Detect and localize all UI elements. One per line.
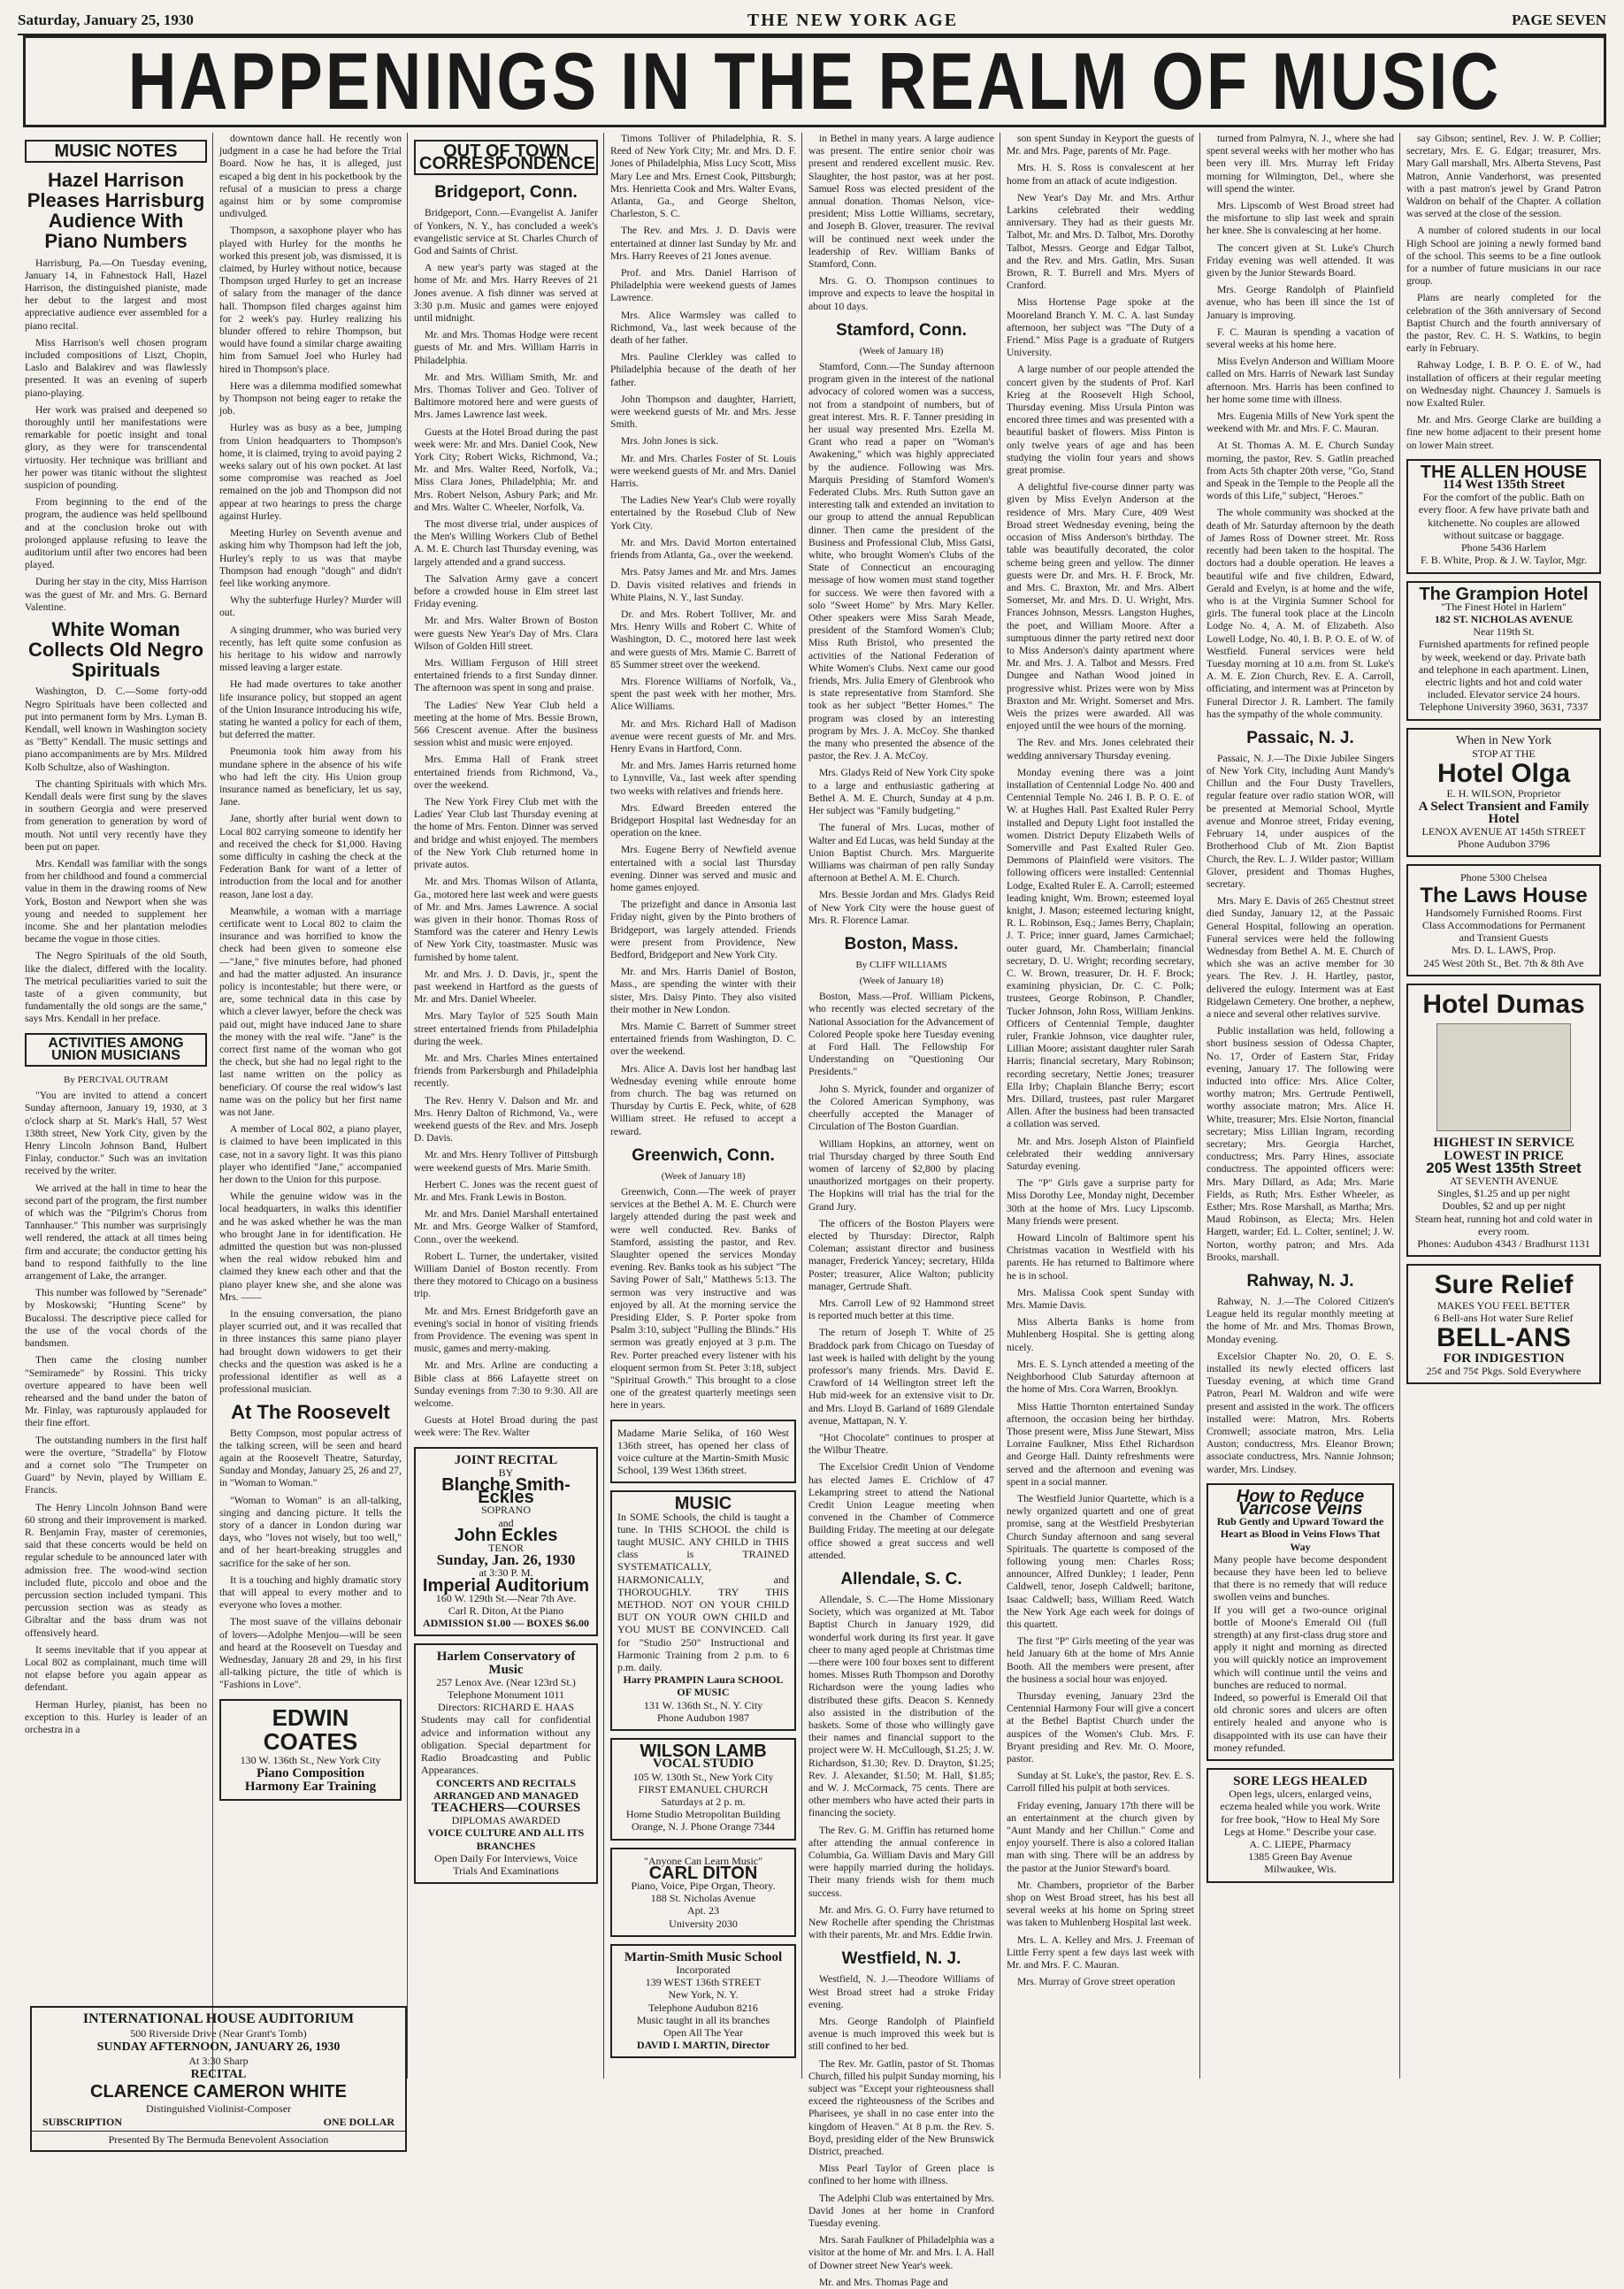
article-paragraph: son spent Sunday in Keyport the guests of Mr. and Mrs. Page, parents of Mr. Page. (1007, 133, 1194, 157)
masthead (18, 7, 1606, 35)
article-paragraph: Jane, shortly after burial went down to Local 802 carrying someone to identify her and received the check for $1,000. Having some difficulty in cashing the check at the Federation Bank for want of a letter of introduction from the local and for another reason, Jane lost a day. (219, 813, 402, 900)
article-paragraph: Mr. and Mrs. Harris Daniel of Boston, Mass., are spending the winter with their sister, Mrs. Daisy Pinto. They also visited their mother in New London. (610, 966, 796, 1015)
article-paragraph: He had made overtures to take another life insurance policy, but stopped an agent of the Union Insurance introducing his wife, stating he wanted a policy for each of them, but deferred the matter. (219, 678, 402, 741)
article-paragraph: Mrs. Bessie Jordan and Mrs. Gladys Reid of New York City were the house guest of Mrs. R. Florence Lamar. (808, 889, 994, 926)
correspondence-header: OUT OF TOWN CORRESPONDENCE (414, 140, 598, 175)
page-banner (23, 35, 1606, 127)
article-paragraph: Mr. and Mrs. Arline are conducting a Bible class at 866 Lafayette street on Sunday evenings from 7:30 to 9:30. All are welcome. (414, 1359, 598, 1410)
article-paragraph: Mr. and Mrs. Thomas Hodge were recent guests of Mr. and Mrs. William Harris in Philadelphia. (414, 329, 598, 366)
article-paragraph: John S. Myrick, founder and organizer of the Colored American Symphony, was cheerfully accepted the Manager of Circulation of The Boston Guardian. (808, 1083, 994, 1133)
article-paragraph: downtown dance hall. He recently won judgment in a case he had before the Trial Board. Now he has, it is alleged, just escaped a big dent in his pocketbook by the refusal of a musician to press a charge against him or by some compromise undivulged. (219, 133, 402, 220)
city-heading: Passaic, N. J. (1246, 728, 1354, 747)
article-paragraph: Mrs. Edward Breeden entered the Bridgeport Hospital last Wednesday for an operation on the knee. (610, 801, 796, 839)
article-paragraph: A new year's party was staged at the home of Mr. and Mrs. Harry Reeves of 21 Jones avenue. A fish dinner was served at 3:30 p.m. Music and games were enjoyed until midnight. (414, 262, 598, 324)
article-paragraph: Mrs. Mary E. Davis of 265 Chestnut street died Sunday, January 12, at the Passaic General Hospital, following an operation. Funeral services were held the following Wednesday from Bethel A. M. E. Church of which she was an active member for 30 years. The Rev. J. H. Hartley, pastor, delivered the eulogy. Interment was at East Ridgelawn Cemetery. One brother, a nephew, a niece and several other relatives survive. (1207, 895, 1394, 1020)
music-school-ad: MUSIC In SOME Schools, the child is taught a tune. In THIS SCHOOL the child is taught MUSIC. ANY CHILD in THIS class is TRAINED SYSTEMATICALLY, HARMONICALLY, and THOROUGHLY. TRY THIS METHOD. NOT ON YOUR CHILD BUT ON YOUR OWN CHILD and YOU MUST BE CONVINCED. Call for "Studio 250" Instructional and Harmonic Training from 2 p.m. to 6 p.m. daily. Harry PRAMPIN Laura SCHOOL OF MUSIC 131 W. 136th St., N. Y. City Phone Audubon 1987 (610, 1490, 796, 1731)
article-paragraph: Miss Alberta Banks is home from Muhlenberg Hospital. She is getting along nicely. (1007, 1316, 1194, 1353)
article-paragraph: Herbert C. Jones was the recent guest of Mr. and Mrs. Frank Lewis in Boston. (414, 1178, 598, 1203)
dateline: (Week of January 18) (661, 1170, 746, 1182)
article-paragraph: The concert given at St. Luke's Church Friday evening was well attended. It was given by the Junior Stewards Board. (1207, 241, 1394, 279)
article-paragraph: Mrs. Murray of Grove street operation (1017, 1976, 1176, 1988)
article-paragraph: Mr. and Mrs. Walter Brown of Boston were guests New Year's Day of Mrs. Clara Wilson of Golden Hill street. (414, 615, 598, 652)
article-paragraph: It seems inevitable that if you appear at Local 802 as complainant, much time will not elapse before you again appear as defendant. (25, 1643, 207, 1694)
article-headline: Hazel Harrison Pleases Harrisburg Audience With Piano Numbers (27, 169, 205, 253)
column-rule (212, 133, 213, 2078)
column-3 (414, 133, 598, 2078)
article-paragraph: Mrs. Carroll Lew of 92 Hammond street is reported much better at this time. (808, 1297, 994, 1322)
column-4 (610, 133, 796, 2078)
article-paragraph: Why the subterfuge Hurley? Murder will out. (219, 594, 402, 619)
article-paragraph: From beginning to the end of the program, the audience was held spellbound and at the conclusion broke out with prolonged applause refusing to leave the auditorium until after two encores had been played. (25, 496, 207, 571)
article-paragraph: Mr. and Mrs. Joseph Alston of Plainfield celebrated their wedding anniversary Saturday evening. (1007, 1135, 1194, 1173)
union-musicians-header: ACTIVITIES AMONG UNION MUSICIANS (25, 1033, 207, 1067)
article-paragraph: New Year's Day Mr. and Mrs. Arthur Larkins celebrated their wedding anniversary. They had as their guests Mr. Talbot, Mr. and Mrs. D. Talbot, Mrs. Dorothy Talbot, Messrs. George and Edgar Talbot, and the Rev. and Mrs. Gatlin, Mrs. Susan Brown, R. T. Burrell and Mrs. Myers of Cranford. (1007, 191, 1194, 292)
article-headline: White Woman Collects Old Negro Spirituals (27, 618, 204, 682)
article-paragraph: Hurley was as busy as a bee, jumping from Union headquarters to Thompson's home, it is claimed, trying to avoid paying 2 weeks salary out of his own pocket. At last some compromise was reached as Joel remained on the job and Thompson did not appear at two hearings to press the charge against Hurley. (219, 422, 402, 522)
bell-ans-ad: Sure Relief MAKES YOU FEEL BETTER 6 Bell-ans Hot water Sure Relief BELL-ANS FOR INDIGESTION 25¢ and 75¢ Pkgs. Sold Everywhere (1406, 1264, 1601, 1384)
article-paragraph: Mr. and Mrs. Ernest Bridgeforth gave an evening's social in honor of visiting friends from Providence. The evening was spent in music, games and merry-making. (414, 1305, 598, 1355)
column-6 (1007, 133, 1194, 2078)
article-paragraph: Timons Tolliver of Philadelphia, R. S. Reed of New York City; Mr. and Mrs. D. F. Jones of Philadelphia, Miss Lucy Scott, Miss Mary Lee and Mrs. Ernest Cook, Pittsburgh; Mrs. Henrietta Cook and Mrs. Walter Evans, Atlanta, Ga., and George Shelton, Charleston, S. C. (610, 133, 796, 220)
column-rule (801, 133, 802, 2078)
article-paragraph: The whole community was shocked at the death of Mr. Saturday afternoon by the death of James Ross of Downer street. Mr. Ross recently had been taken to the hospital. The doctors had a double operation. He leaves a beautiful wife and five children, Edward, Gerald and Evelyn, is at home and the wife, who is at the Virginia Sumner School for girls. The funeral took place at the Lincoln Lodge No. 4, A. M. of Elizabeth. Also Lowell Lodge, No. 40, I. B. P. O. E. of W. of Westfield. Funeral services were held Tuesday morning at 10 a.m. from St. Luke's A. M. E. Zion Church, Rev. E. A. Carroll, officiating, and interment was at Princeton by Funeral Director J. R. Lambert. The family has the sympathy of the whole community. (1207, 507, 1394, 720)
varicose-veins-ad: How to Reduce Varicose Veins Rub Gently and Upward Toward the Heart as Blood in Veins Flows That Way Many people have become despondent because they have been led to believe that there is no remedy that will reduce swollen veins and bunches. If you will get a two-ounce original bottle of Moone's Emerald Oil (full strength) at any first-class drug store and apply it night and morning as directed you will quickly notice an improvement which will continue until the veins and bunches are reduced to normal. Indeed, so powerful is Emerald Oil that old chronic sores and ulcers are often entirely healed and anyone who is disappointed with its use can have their money refunded. (1207, 1483, 1394, 1761)
article-paragraph: The Ladies' New Year Club held a meeting at the home of Mrs. Bessie Brown, 566 Crescent avenue. After the business session whist and music were enjoyed. (414, 699, 598, 749)
article-paragraph: Monday evening there was a joint installation of Centennial Lodge No. 400 and Centennial Temple No. 246 I. B. P. O. E. of W. at Hughes Hall. Past Exalted Ruler Perry installed and Deputy Light foot installed the women. District Deputy Elizabeth Wells of Somerville and Past Exalted Ruler Geo. Demmons of Plainfield were visitors. The following officers were installed: Centennial Lodge, Exalted Ruler E. A. Carroll; esteemed leading knight, Wm. Brown; esteemed loyal knight, J. Mason; esteemed lecturing knight, R. L. Robinson, Esq.; James Berry, Chaplain; J. T. Price; inner guard, James Carmichael; outer guard, Mr. Chamberlain; financial secretary, D. U. Wright; recording secretary, C. W. Brown, treasurer, Dr. H. F. Brock; examining physician, Dr. C. C. Polk; trustees, George Robinson, P. Chandler, Tucker Johnson, John Ross, William Jenkins. Officers of Centennial Temple, daughter ruler, Frankie Johnson, vice daughter ruler, Lillian Moore; assistant daughter ruler Sarah Harris; financial secretary, Mary Robinson; recording secretary, Nettie Jones; treasurer Ella Irby; Chaplain Blanche Berry; escort Mrs. Dillard, trustees, past ruler Margaret Allen. After the business had been transacted a collation was served. (1007, 766, 1194, 1130)
article-paragraph: The Rev. G. M. Griffin has returned home after attending the annual conference in Columbia, Ga. William Davis and Mary Gill were happily married during the holidays. Their many friends wish for them much success. (808, 1824, 994, 1899)
page-number: PAGE SEVEN (1512, 11, 1606, 28)
article-paragraph: Guests at Hotel Broad during the past week were: The Rev. Walter (414, 1414, 598, 1439)
article-paragraph: in Bethel in many years. A large audience was present. The entire senior choir was present and rendered excellent music. Rev. Slaughter, the host pastor, was at her post. Samuel Ross was elected president of the annual donation. Thomas Nelson, vice-president; Miss Lottie Williams, secretary, and Joseph B. Glover, treasurer. The revival will be continued next week under the leadership of Rev. William Banks of Stamford, Conn. (808, 133, 994, 271)
article-paragraph: Mr. and Mrs. Charles Foster of St. Louis were weekend guests of Mr. and Mrs. Daniel Harris. (610, 452, 796, 490)
article-paragraph: Mrs. Lipscomb of West Broad street had the misfortune to slip last week and sprain her knee. She is convalescing at her home. (1207, 200, 1394, 237)
article-paragraph: Mrs. John Jones is sick. (621, 435, 719, 448)
column-1 (25, 133, 207, 1999)
article-paragraph: The "P" Girls gave a surprise party for Miss Dorothy Lee, Monday night, December 30th at the home of Mrs. Lucy Lipscomb. Many friends were present. (1007, 1177, 1194, 1227)
article-headline: At The Roosevelt (231, 1400, 390, 1423)
article-paragraph: A large number of our people attended the concert given by the students of Prof. Karl Krieg at the Roosevelt High School, Thursday evening. Miss Ursula Pinton was encored three times and was presented with a beautiful basket of flowers. Miss Pinton is only twelve years of age and has been studying the violin four years and shows great promise. (1007, 364, 1194, 477)
article-paragraph: The Ladies New Year's Club were royally entertained by the Rosebud Club of New York City. (610, 494, 796, 532)
article-paragraph: Mrs. Eugene Berry of Newfield avenue entertained with a social last Thursday evening. Dinner was served and music and home games enjoyed. (610, 844, 796, 893)
article-paragraph: It is a touching and highly dramatic story that will appeal to every mother and to everyone who loves a mother. (219, 1573, 402, 1611)
article-paragraph: Public installation was held, following a short business session of Odessa Chapter, No. 17, Order of Eastern Star, Friday evening, January 17. The following were inducted into office: Mrs. Alice Colter, worthy matron; Mrs. Gertrude Pentiwell, worthy associate matron; Mrs. Alice H. White, treasurer; Mrs. Elsie Norton, financial secretary; Miss Lillian Ingram, recording secretary; Mrs. Georgia Harchet, conductress; Mrs. Parry Hines, associate conductress. The appointed officers were: Mrs. Mary Dillard, as Ada; Mrs. Marie Fields, as Ruth; Mrs. Esther Wheeler, as Esther; Mrs. Rose Marshall, as Martha; Mrs. Maud Robinson, as Electa; Mrs. Helen Hargett, warder; Ed. L. Colter, sentinel; J. W. Norton, worthy patron; and Mrs. Ada Brooks, marshall. (1207, 1025, 1394, 1263)
article-paragraph: Then came the closing number "Semiramede" by Rossini. This tricky overture appeared to have been well rehearsed and the band under the baton of Mr. Finlay, was rapturously applauded for their fine effort. (25, 1354, 207, 1429)
article-paragraph: Miss Pearl Taylor of Green place is confined to her home with illness. (808, 2163, 994, 2187)
article-paragraph: Mr. and Mrs. Thomas Page and (819, 2276, 948, 2288)
city-heading: Allendale, S. C. (840, 1570, 962, 1589)
article-paragraph: At St. Thomas A. M. E. Church Sunday morning, the pastor, Rev. S. Gatlin preached from Acts 5th chapter 20th verse, "Go, Stand and Speak in the Temple to the People all the words of this Life," subject, "Heroes." (1207, 440, 1394, 502)
article-paragraph: turned from Palmyra, N. J., where she had spent several weeks with her mother who has been very ill. Mrs. Murray left Friday morning for Wilmington, Del., where she will spend the winter. (1207, 133, 1394, 195)
article-paragraph: Dr. and Mrs. Robert Tolliver, Mr. and Mrs. Henry Wills and Robert C. White of Washington, D. C., motored here last week and were guests of Mrs. Mamie C. Barrett of 85 Summer street over the weekend. (610, 608, 796, 670)
article-paragraph: Mrs. Emma Hall of Frank street entertained friends from Richmond, Va., over the weekend. (414, 754, 598, 791)
clarence-cameron-white-ad: INTERNATIONAL HOUSE AUDITORIUM 500 Riverside Drive (Near Grant's Tomb) SUNDAY AFTERNOON, JANUARY 26, 1930 At 3:30 Sharp RECITAL CLARENCE CAMERON WHITE Distinguished Violinist-Composer SUBSCRIPTION ONE DOLLAR Presented By The Bermuda Benevolent Association (30, 2006, 407, 2152)
article-paragraph: Greenwich, Conn.—The week of prayer services at the Bethel A. M. E. Church were largely attended during the past week and were well conducted. Rev. Banks of Stamford, assisting the pastor, and Rev. Slaughter opened the services Monday evening. Rev. Banks took as his subject "The Saving Power of Salt," Matthews 5:13. The sermon was very instructive and was enjoyed by all. At the morning service the Presiding Elder, S. P. Porter spoke from Psalm 3:10, subject "Pulling the Blinds." His sermon was greatly enjoyed at 3 p.m. The Rev. Porter preached every listener with his eloquent sermon from St. Peter 3:18, subject "Spiritual Growth." This brought to a close one of the greatest quarterly meetings seen here in years. (610, 1185, 796, 1412)
article-paragraph: During her stay in the city, Miss Harrison was the guest of Mr. and Mrs. G. Bernard Valentine. (25, 576, 207, 613)
sore-legs-ad: SORE LEGS HEALED Open legs, ulcers, enlarged veins, eczema healed while you work. Write for free book, "How to Heal My Sore Legs at Home." Describe your case. A. C. LIEPE, Pharmacy 1385 Green Bay Avenue Milwaukee, Wis. (1207, 1768, 1394, 1883)
city-heading: Greenwich, Conn. (632, 1145, 775, 1165)
article-paragraph: Meeting Hurley on Seventh avenue and asking him why Thompson had left the job, Hurley's reply to us was that maybe Thompson had enough "dough" and didn't feel like working anymore. (219, 527, 402, 589)
hotel-dumas-ad: Hotel Dumas HIGHEST IN SERVICE LOWEST IN PRICE 205 West 135th Street AT SEVENTH AVENUE Singles, $1.25 and up per night Doubles, $2 and up per night Steam heat, running hot and cold water in every room. Phones: Audubon 4343 / Bradhurst 1131 (1406, 984, 1601, 1257)
column-2 (219, 133, 402, 1999)
article-paragraph: Boston, Mass.—Prof. William Pickens, who recently was elected secretary of the National Association for the Advancement of Colored People spoke here Tuesday evening at Ford Hall. The Fellowship For Understanding on "Questioning Our Presidents." (808, 991, 994, 1078)
article-paragraph: say Gibson; sentinel, Rev. J. W. P. Collier; secretary, Mrs. E. G. Edgar; treasurer, Mrs. Mary Gall marshall, Mrs. Alberta Stevens, Past Matron, Annie Vanderhorst, was presented with a past matron's jewel by Grand Patron Waldron on behalf of the Chapter. A collation was served at the close of the session. (1406, 133, 1601, 220)
article-paragraph: Washington, D. C.—Some forty-odd Negro Spirituals have been collected and put into permanent form by Mrs. Lyman B. Kendall, well known in Washington society as "Betty" Kendall. The music settings and piano accompaniments are by Mrs. Mildred Kolb Schultze, also of Washington. (25, 685, 207, 773)
article-paragraph: Sunday at St. Luke's, the pastor, Rev. E. S. Carroll filled his pulpit at both services. (1007, 1770, 1194, 1795)
article-paragraph: Mr. and Mrs. J. D. Davis, jr., spent the past weekend in Hartford as the guests of Mr. and Mrs. Daniel Wheeler. (414, 968, 598, 1006)
article-paragraph: "Hot Chocolate" continues to prosper at the Wilbur Theatre. (808, 1431, 994, 1457)
article-paragraph: This number was followed by "Serenade" by Moskowski; "Hunting Scene" by Bucalossi. The descriptive piece called for the use of the vocal chords of the bandsmen. (25, 1287, 207, 1350)
column-8 (1406, 133, 1601, 2078)
article-paragraph: F. C. Mauran is spending a vacation of several weeks at his home here. (1207, 325, 1394, 351)
column-rule (407, 133, 408, 2078)
article-paragraph: Her work was praised and deepened so thoroughly until her manifestations were remarkable for poetic insight and tonal glory, as they were for transcendental virtuosity. Her technique was brilliant and her power was titanic without the slightest suspicion of pounding. (25, 403, 207, 492)
hotel-building-image (1436, 1023, 1571, 1131)
wilson-lamb-ad: WILSON LAMB VOCAL STUDIO 105 W. 130th St., New York City FIRST EMANUEL CHURCH Saturdays at 2 p. m. Home Studio Metropolitan Building Orange, N. J. Phone Orange 7344 (610, 1738, 796, 1840)
article-paragraph: Bridgeport, Conn.—Evangelist A. Janifer of Yonkers, N. Y., has concluded a week's evangelistic service at St. Charles Church of God and Saints of Christ. (414, 207, 598, 256)
article-paragraph: The Excelsior Credit Union of Vendome has elected James E. Crichlow of 47 Lekampring street to attend the National Credit Union League meeting when convened in the Chamber of Commerce Building Friday. The meeting at our delegate office showed a great success and well attended. (808, 1461, 994, 1561)
carl-diton-ad: "Anyone Can Learn Music" CARL DITON Piano, Voice, Pipe Organ, Theory. 188 St. Nicholas Avenue Apt. 23 University 2030 (610, 1848, 796, 1937)
issue-date: Saturday, January 25, 1930 (18, 11, 194, 28)
article-paragraph: The outstanding numbers in the first half were the overture, "Stradella" by Flotow and a cornet solo "The Trumpeter on Guard" by Nevin, played by William E. Francis. (25, 1434, 207, 1497)
article-paragraph: Mr. and Mrs. Henry Tolliver of Pittsburgh were weekend guests of Mrs. Marie Smith. (414, 1149, 598, 1174)
article-paragraph: Mrs. Alice A. Davis lost her handbag last Wednesday evening while enroute home from church. The bag was returned on Thursday by Curtis E. Peck, white, of 628 William street. He refused to accept a reward. (610, 1062, 796, 1137)
article-paragraph: Mr. Chambers, proprietor of the Barber shop on West Broad street, has his best all several weeks at his home on Spring street was taken to Muhlenberg Hospital last week. (1007, 1879, 1194, 1929)
article-paragraph: Mrs. E. S. Lynch attended a meeting of the Neighborhood Club Saturday afternoon at the home of Mrs. Cora Warren, Brooklyn. (1007, 1358, 1194, 1396)
article-paragraph: A member of Local 802, a piano player, is claimed to have been implicated in this case, not in a savory light. It was this piano player who identified "Jane," accompanied her down to the Union for this purpose. (219, 1123, 402, 1186)
article-paragraph: Mrs. G. O. Thompson continues to improve and expects to leave the hospital in about 10 days. (808, 275, 994, 312)
article-paragraph: The Negro Spirituals of the old South, like the dialect, differed with the locality. The metrical peculiarities varied to suit the taste of a given community, but fundamentally the old songs are the same," says Mrs. Kendall in her preface. (25, 950, 207, 1025)
article-paragraph: Mrs. L. A. Kelley and Mrs. J. Freeman of Little Ferry spent a few days last week with Mr. and Mrs. F. C. Mauran. (1007, 1933, 1194, 1971)
article-paragraph: Betty Compson, most popular actress of the talking screen, will be seen and heard again at the Roosevelt Theatre, Saturday, Sunday and Monday, January 25, 26 and 27, in "Woman to Woman." (219, 1427, 402, 1489)
article-paragraph: The Rev. Mr. Gatlin, pastor of St. Thomas Church, filled his pulpit Sunday morning, his subject was "Except your righteousness shall exceed the righteousness of the Scribes and Pharisees, ye shall in no case enter into the kingdom of Heaven." At 8 p.m. the Rev. S. Boyd, presiding elder of the New Brunswick District, preached. (808, 2057, 994, 2157)
article-paragraph: Guests at the Hotel Broad during the past week were: Mr. and Mrs. Daniel Cook, New York City; Robert Wicks, Richmond, Va.; Mr. and Mrs. Walter Reed, Norfolk, Va.; Miss Clara Jones, Philadelphia; Mr. and Mrs. Robert Nelson, Asbury Park; and Mr. and Mrs. Walter C. Wheeler, Norfolk, Va. (414, 425, 598, 513)
article-paragraph: Mr. and Mrs. Richard Hall of Madison avenue were recent guests of Mr. and Mrs. Henry Evans in Hartford, Conn. (610, 717, 796, 754)
article-paragraph: The return of Joseph T. White of 25 Braddock park from Chicago on Tuesday of last week is hailed with delight by the young professor's many friends. Mrs. David E. Crawford of 14 Wellington street left the Hub mid-week for an extensive visit to Dr. and Mrs. Lloyd B. Garland of 1689 Glendale avenue, Mattapan, N. Y. (808, 1327, 994, 1427)
article-paragraph: The Salvation Army gave a concert before a crowded house in Elm street last Friday evening. (414, 572, 598, 610)
byline: By CLIFF WILLIAMS (855, 959, 947, 970)
article-paragraph: Mr. and Mrs. William Smith, Mr. and Mrs. Thomas Toliver and Geo. Toliver of Baltimore motored here and were guests of Mrs. James Lawrence last week. (414, 371, 598, 421)
article-paragraph: "You are invited to attend a concert Sunday afternoon, January 19, 1930, at 3 o'clock sharp at St. Mark's Hall, 57 West 138th street, New York City, given by the Henry Lincoln Johnson Band, Hulbert Finlay, conductor." Such was an invitation received by the writer. (25, 1090, 207, 1177)
city-heading: Stamford, Conn. (836, 320, 967, 340)
article-paragraph: The prizefight and dance in Ansonia last Friday night, given by the Pinto brothers of Bridgeport, was largely attended. Friends were present from Providence, New Bedford, Bridgeport and New York City. (610, 899, 796, 961)
martin-smith-ad: Martin-Smith Music School Incorporated 139 WEST 136th STREET New York, N. Y. Telephone Audubon 8216 Music taught in all its branches Open All The Year DAVID I. MARTIN, Director (610, 1944, 796, 2059)
city-heading: Bridgeport, Conn. (434, 183, 578, 203)
city-heading: Westfield, N. J. (841, 1949, 961, 1969)
city-heading: Boston, Mass. (844, 934, 959, 953)
article-paragraph: Mrs. H. S. Ross is convalescent at her home from an attack of acute indigestion. (1007, 162, 1194, 187)
article-paragraph: "Woman to Woman" is an all-talking, singing and dancing picture. It tells the story of a dancer in London during war days, who "loves not wisely, but too well," and of her heart-breaking struggles and sacrifice for the sake of her son. (219, 1494, 402, 1569)
article-paragraph: The funeral of Mrs. Lucas, mother of Walter and Ed Lucas, was held Sunday at the Union Baptist Church. Mrs. Marguerite Williams was chairman of pen rally Sunday afternoon at Bethel A. M. E. Church. (808, 822, 994, 884)
article-paragraph: Excelsior Chapter No. 20, O. E. S. installed its newly elected officers last Tuesday evening, at which time Grand Patron, Pearl M. Waldron and wife were present and assisted in the work. The officers installed were: Matron, Mrs. Roberts Cromwell; associate matron, Mrs. Lelia Auston; conductress, Mrs. Eleanor Brown; associate conductress, Mrs. Nannie Johnson; warder, Mrs. Lindsey. (1207, 1350, 1394, 1475)
edwin-coates-ad: EDWIN COATES 130 W. 136th St., New York City Piano Composition Harmony Ear Training (219, 1699, 402, 1802)
article-paragraph: Mrs. Mamie C. Barrett of Summer street entertained friends from Washington, D. C. over the weekend. (610, 1021, 796, 1058)
joint-recital-ad: JOINT RECITAL BY Blanche Smith-Eckles SOPRANO and John Eckles TENOR Sunday, Jan. 26, 1930 at 3:30 P. M. Imperial Auditorium 160 W. 129th St.—Near 7th Ave. Carl R. Diton, At the Piano ADMISSION $1.00 — BOXES $6.00 (414, 1447, 598, 1637)
hotel-olga-ad: When in New York STOP AT THE Hotel Olga E. H. WILSON, Proprietor A Select Transient and Family Hotel LENOX AVENUE AT 145th STREET Phone Audubon 3796 (1406, 728, 1601, 858)
column-rule (1399, 133, 1400, 2078)
article-paragraph: Howard Lincoln of Baltimore spent his Christmas vacation in Westfield with his parents. He has returned to Baltimore where he is in school. (1007, 1232, 1194, 1282)
article-paragraph: Here was a dilemma modified somewhat by Thompson not being eager to retake the job. (219, 379, 402, 417)
column-7 (1207, 133, 1394, 2078)
article-paragraph: William Hopkins, an attorney, went on trial Thursday charged by three South End women of larceny of $2,800 by placing unauthorized mortgages on their property. The Hopkins will trial has the trial for the Grand Jury. (808, 1137, 994, 1213)
article-paragraph: Herman Hurley, pianist, has been no exception to this. Hurley is leader of an orchestra in a (25, 1698, 207, 1735)
dateline: (Week of January 18) (859, 976, 944, 987)
article-paragraph: The Rev. and Mrs. Jones celebrated their wedding anniversary Thursday evening. (1007, 737, 1194, 762)
article-paragraph: A delightful five-course dinner party was given by Miss Evelyn Anderson at the residence of Mrs. Mary Cure, 409 West Broad street Wednesday evening, being the occasion of Miss Anderson's birthday. The table was beautifully decorated, the color scheme being green and yellow. The dinner guests were Dr. and Mrs. H. F. Brock, Mr. and Mrs. C. Braxton, Mr. and Mrs. Albert Somerset, Mr. and Mrs. D. U. Wright, Mrs. Frances Johnson, Messrs. Langston Hughes, the poet, and William Moore. After a sumptuous dinner the party retired next door to Miss Anderson's dainty apartment where Mr. and Mrs. J. A. Talbot and Messrs. Fred Dungee and Nathan Wood joined in progressive whist. Prizes were won by Miss Braxton and Mr. Wright. Somerset and Mrs. Weis the prizes were awarded. All was enjoyed until the wee hours of the morning. (1007, 481, 1194, 732)
article-paragraph: Rahway Lodge, I. B. P. O. E. of W., had installation of officers at their regular meeting on Wednesday night. Chauncey J. Samuels is now Exalted Ruler. (1406, 359, 1601, 410)
byline: By PERCIVAL OUTRAM (64, 1075, 168, 1086)
article-paragraph: Miss Hortense Page spoke at the Mooreland Branch Y. M. C. A. last Sunday afternoon, her subject was "The Duty of a Friend." Miss Page is a graduate of Rutgers University. (1007, 296, 1194, 359)
article-paragraph: Mrs. Malissa Cook spent Sunday with Mrs. Mamie Davis. (1007, 1286, 1194, 1312)
article-paragraph: The New York Firey Club met with the Ladies' Year Club last Thursday evening at the home of Mrs. Fenton. Dinner was served and bridge and whist enjoyed. The members of the New York Club returned home in private autos. (414, 796, 598, 871)
article-paragraph: Mr. and Mrs. George Clarke are building a fine new home adjacent to their present home on lower Main street. (1406, 414, 1601, 451)
article-paragraph: Mr. and Mrs. Charles Mines entertained friends from Parkersburgh and Philadelphia recently. (414, 1052, 598, 1090)
laws-house-ad: Phone 5300 Chelsea The Laws House Handsomely Furnished Rooms. First Class Accommodations for Permanent and Transient Guests Mrs. D. L. LAWS, Prop. 245 West 20th St., Bet. 7th & 8th Ave (1406, 864, 1601, 976)
harlem-conservatory-ad: Harlem Conservatory of Music 257 Lenox Ave. (Near 123rd St.) Telephone Monument 1011 Directors: RICHARD E. HAAS Students may call for confidential advice and information without any obligation. Special department for Radio Broadcasting and Public Appearances. CONCERTS AND RECITALS ARRANGED AND MANAGED TEACHERS—COURSES DIPLOMAS AWARDED VOICE CULTURE AND ALL ITS BRANCHES Open Daily For Interviews, Voice Trials And Examinations (414, 1643, 598, 1884)
article-paragraph: Friday evening, January 17th there will be an entertainment at the church given by "Aunt Mandy and her Chillun." Come and enjoy yourself. There is also a colored Italian man with sing. There will be an address by the pastor at the Junior Steward's board. (1007, 1799, 1194, 1874)
article-paragraph: Mrs. George Randolph of Plainfield avenue is much improved this week but is still confined to her bed. (808, 2015, 994, 2053)
article-paragraph: The first "P" Girls meeting of the year was held January 6th at the home of Mrs Annie Booth. All the members were present, after the business a social hour was enjoyed. (1007, 1635, 1194, 1685)
article-paragraph: A number of colored students in our local High School are joining a newly formed band of the school. This seems to be a fine outlook for a number of future musicians in our race group. (1406, 225, 1601, 287)
article-paragraph: Meanwhile, a woman with a marriage certificate went to Local 802 to claim the insurance and was horrified to know the check had been given to someone else—"Jane," five minutes before, had phoned and had the matter adjusted. An insurance policy is incontestable; but there were, or are, some technical data in this case by which a clever lawyer, before the check was paid out, might have induced Jane to share the money with the real wife. "Jane" is the correct first name of the woman who got the check, but she had no legal right to the last name written on the policy as beneficiary. Of course the real widow's last name was on the policy but her first name was not Jane. (219, 905, 402, 1119)
paper-name: THE NEW YORK AGE (747, 10, 959, 30)
grampion-hotel-ad: The Grampion Hotel "The Finest Hotel in Harlem" 182 ST. NICHOLAS AVENUE Near 119th St. Furnished apartments for refined people by week, weekend or day. Private bath and telephone in each apartment. Linen, electric lights and hot and cold water included. Elevator service 24 hours. Telephone University 3960, 3631, 7337 (1406, 581, 1601, 721)
column-rule (1199, 133, 1200, 2078)
dateline: (Week of January 18) (859, 345, 944, 356)
music-notes-header: MUSIC NOTES (25, 140, 207, 163)
article-paragraph: Mrs. Mary Taylor of 525 South Main street entertained friends from Philadelphia during the week. (414, 1010, 598, 1047)
column-5 (808, 133, 994, 2288)
article-paragraph: The Rev. Henry V. Dalson and Mr. and Mrs. Henry Dalton of Richmond, Va., were weekend guests of the Rev. and Mrs. Joseph D. Davis. (414, 1094, 598, 1144)
article-paragraph: The Adelphi Club was entertained by Mrs. David Jones at her home in Cranford Tuesday evening. (808, 2192, 994, 2230)
article-paragraph: Mrs. Sarah Faulkner of Philadelphia was a visitor at the home of Mr. and Mrs. I. A. Hall of Downer street New Year's week. (808, 2234, 994, 2271)
article-paragraph: The most diverse trial, under auspices of the Men's Willing Workers Club of Bethel A. M. E. Church last Thursday evening, was largely attended and a grand success. (414, 518, 598, 568)
article-paragraph: Robert L. Turner, the undertaker, visited William Daniel of Boston recently. From there they motored to Chicago on a business trip. (414, 1250, 598, 1300)
article-paragraph: Prof. and Mrs. Daniel Harrison of Philadelphia were weekend guests of James Lawrence. (610, 267, 796, 304)
article-paragraph: Mr. and Mrs. James Harris returned home to Lynnville, Va., last week after spending two weeks with relatives and friends here. (610, 760, 796, 797)
article-paragraph: Mrs. Gladys Reid of New York City spoke to a large and enthusiastic gathering at Bethel A. M. E. Church, Sunday at 4 p.m. Her subject was "Family budgeting." (808, 767, 994, 817)
article-paragraph: John Thompson and daughter, Harriett, were weekend guests of Mr. and Mrs. Jesse Smith. (610, 393, 796, 431)
article-paragraph: Mrs. Kendall was familiar with the songs from her childhood and found a commercial value in them in the drawing rooms of New York, Boston and Newport when she was young and needed to supplement her income. She and her plantation melodies became the vogue in those cities. (25, 857, 207, 945)
article-paragraph: Mr. and Mrs. G. O. Furry have returned to New Rochelle after spending the Christmas with their parents, Mr. and Mrs. Eddie Irwin. (808, 1903, 994, 1941)
banner-title: HAPPENINGS IN THE REALM OF MUSIC (127, 36, 1502, 126)
article-paragraph: Mr. and Mrs. Daniel Marshall entertained Mr. and Mrs. George Walker of Stamford, Conn., over the weekend. (414, 1208, 598, 1245)
article-paragraph: Thursday evening, January 23rd the Centennial Harmony Four will give a concert at the Bethel Baptist Church under the auspices of the Women's Club. Mrs. F. Bryant presiding and Rev. Mr. O. Moore, pastor. (1007, 1689, 1194, 1765)
article-paragraph: Miss Hattie Thornton entertained Sunday afternoon, the occasion being her birthday. Those present were, Miss June Stewart, Miss Lorraine Faulkner, Miss Ethel Richardson and George Hall. Dainty refreshments were served and the afternoon and evening was spent in a social manner. (1007, 1400, 1194, 1488)
article-paragraph: Thompson, a saxophone player who has played with Hurley for the months he worked this present job, was dismissed, it is claimed, by Hurley without notice, because Thompson urged Hurley to get an increase of salary from the manager of the dance hall. Thompson filed charges against him for 2 week's pay. Hurley realizing his blunder offered to rehire Thompson, but would have found a similar charge awaiting him from Samuel Joel who Hurley had hired in Thompson's place. (219, 225, 402, 375)
article-paragraph: Mrs. William Ferguson of Hill street entertained friends to a first Sunday dinner. The afternoon was spent in song and praise. (414, 657, 598, 694)
article-paragraph: The officers of the Boston Players were elected by Thursday: Director, Ralph Coleman; assistant director and business manager, Frederick Yancey; secretary, Hilda Poster; treasurer, Alice Walton; publicity manager, Gertrude Shaft. (808, 1217, 994, 1292)
article-paragraph: While the genuine widow was in the local headquarters, in walks this identifier and he was asked whether he was the man who brought Jane in for identification. He admitted the question but was non-plussed when the real widow rebuked him and claimed they knew each other and that the piano player knew she, and she alone was Mrs. —— (219, 1190, 402, 1303)
article-paragraph: Mrs. Patsy James and Mr. and Mrs. James D. Davis visited relatives and friends in White Plains, N. Y., last Sunday. (610, 566, 796, 603)
city-heading: Rahway, N. J. (1246, 1272, 1354, 1290)
article-paragraph: Stamford, Conn.—The Sunday afternoon program given in the interest of the national advocacy of colored women was a success, not from a standpoint of numbers, but of great interest. Mrs. R. F. Tanner presiding in her usual way presented Mrs. Ezella M. Grant who read a paper on "Woman's Awakening," which was highly appreciated by the audience. Following was Mrs. Marquis Presiding of Stamford Women's Federated Clubs. Mrs. Ruth Sutton gave an interesting talk and extended an invitation to our group to attend the annual Republican dinner. Then came the president of the Business and Professional Club, Miss Gatsi, white, who brought Women's Clubs of the State of Connecticut an encouraging message of how women must stand together for success. We were then favored with a solo "Sweet Home" by Mrs. Mary Keller. Other speakers were Miss Sarah Meade, president of the Stamford Women's Club; Miss Ruth Bristol, who presented the activities of the National Federation of White Women's Clubs. Next came our good friends, Mrs. Julia Emery of Glenbrook who is state representative from Stamford. She took as her subject "Better Homes." The program was closed by an interesting program by Mrs. J. A. McCoy. She thanked the many who presented the absence of the pastor, the Rev. J. A. McCoy. (808, 360, 994, 762)
article-paragraph: Rahway, N. J.—The Colored Citizen's League held its regular monthly meeting at the home of Mr. and Mrs. Thomas Brown, Monday evening. (1207, 1295, 1394, 1345)
article-paragraph: Pneumonia took him away from his mundane sphere in the absence of his wife who had left the city. His Union group insurance named as beneficiary, let us say, Jane. (219, 746, 402, 808)
article-paragraph: Mrs. Pauline Clerkley was called to Philadelphia because of the death of her father. (610, 351, 796, 388)
article-paragraph: Mrs. Eugenia Mills of New York spent the weekend with Mr. and Mrs. F. C. Mauran. (1207, 410, 1394, 435)
column-rule (603, 133, 604, 2078)
article-paragraph: Allendale, S. C.—The Home Missionary Society, which was organized at Mt. Tabor Baptist Church in January 1929, did wonderful work during its first year. It gave cheer to many aged people at Christmas time—there were 100 four boxes sent to different homes. Misses Ruth Thompson and Dorothy Richardson were the young ladies who distributed these gifts. Deacon S. Kennedy also assisted in the distribution of the baskets. Some of those who willingly gave their names and financial support to the project were W. H. McCullough, $1.25; J. W. Richardson, $1.30; Rev. D. Drayton, $1.25; Rev. J. Alexander, $1.50; M. Hall, $1.85; and W. J. McCormack, 75 cents. There are other members who have acted their parts in financing the society. (808, 1593, 994, 1819)
article-paragraph: Miss Evelyn Anderson and William Moore called on Mrs. Harris of Newark last Sunday afternoon. Mrs. Harris has been confined to her home some time with illness. (1207, 356, 1394, 405)
article-paragraph: Passaic, N. J.—The Dixie Jubilee Singers of New York City, including Aunt Mandy's Chillun and the Four Dusty Travellers, regular feature over radio station WOR, will be presented at Memorial School, Myrtle avenue and Monroe street, Friday evening, February 14, under auspices of the Brotherhood Club of Mt. Zion Baptist Church, the Rev. L. J. Wilder pastor; William Glover, president and Thomas Hughes, secretary. (1207, 752, 1394, 890)
article-paragraph: The Rev. and Mrs. J. D. Davis were entertained at dinner last Sunday by Mr. and Mrs. Harry Reeves of 21 Jones avenue. (610, 225, 796, 262)
article-paragraph: Mr. and Mrs. Thomas Wilson of Atlanta, Ga., motored here last week and were guests of Mr. and Mrs. James Lawrence. A social was given in their honor. Thomas Ross of Stamford was the caterer and Henry Lewis of New York City, toastmaster. Music was furnished by home talent. (414, 876, 598, 963)
article-paragraph: Plans are nearly completed for the celebration of the 36th anniversary of Second Baptist Church and the fourth anniversary of the pastor, Rev. C. H. S. Watkins, to begin early in February. (1406, 292, 1601, 355)
allen-house-ad: THE ALLEN HOUSE 114 West 135th Street For the comfort of the public. Bath on every floor. A few have private bath and kitchenette. No couples are allowed without suitcase or baggage. Phone 5436 Harlem F. B. White, Prop. & J. W. Taylor, Mgr. (1406, 459, 1601, 574)
article-paragraph: Mrs. Florence Williams of Norfolk, Va., spent the past week with her mother, Mrs. Alice Williams. (610, 675, 796, 713)
article-paragraph: Mr. and Mrs. David Morton entertained friends from Atlanta, Ga., over the weekend. (610, 536, 796, 562)
article-paragraph: The Henry Lincoln Johnson Band were 60 strong and their improvement is marked. R. Benjamin Fray, master of ceremonies, said that these concerts would be held on regular schedule to be announced later with admission free. The wood-wind section included flute, piccolo and oboe and the percussion section included tympani. This percussion section was as steady as Gibraltar and the bass drum was not offensively heard. (25, 1501, 207, 1639)
article-paragraph: The most suave of the villains debonair of lovers—Adolphe Menjou—will be seen and heard at the Roosevelt on Tuesday and Wednesday, January 28 and 29, in his first all-talking picture, the title of which is "Fashions in Love". (219, 1616, 402, 1691)
article-paragraph: Miss Harrison's well chosen program included compositions of Liszt, Chopin, Laslo and Balakirev and was flawlessly presented. It was an evening of superb piano-playing. (25, 336, 207, 399)
article-paragraph: We arrived at the hall in time to hear the second part of the program, the first number of which was the "Pilgrim's Chorus from Tannhauser." This number was surprisingly well rendered, the attack at all times being firm and accurate; the conductor getting his band to respond faithfully to the line arrangement of Lake, the arranger. (25, 1182, 207, 1282)
article-paragraph: In the ensuing conversation, the piano player scurried out, and it was recalled that in three instances this same piano player had brought down widowers to get their checks and the question was asked is he a professional identifier as well as a professional musician. (219, 1308, 402, 1396)
article-paragraph: The chanting Spirituals with which Mrs. Kendall deals were first sung by the slaves in southern Georgia and were preserved from generation to generation by word of mouth. Not until very recently have they been put on paper. (25, 777, 207, 853)
article-paragraph: The Westfield Junior Quartette, which is a newly organized quartett and one of great promise, sang at the Westfield Presbyterian Church Sunday afternoon and sang several Spirituals. The quartette is composed of the following young men: Charles Ross; announcer, Alfred Dunkley; 1 leader, Penn Caldwell, tenor, Joseph Caldwell; baritone, Isaac Caldwell; bass, William Reed. Watch the New York Age each week for doings of this quartett. (1007, 1492, 1194, 1630)
article-paragraph: Harrisburg, Pa.—On Tuesday evening, January 14, in Fahnestock Hall, Hazel Harrison, the distinguished pianiste, made her debut to the largest and most appreciative audience ever assembled for a piano recital. (25, 256, 207, 332)
article-paragraph: A singing drummer, who was buried very recently, has left quite some confusion as his heritage to his widow and narrowly missed leaving a larger estate. (219, 624, 402, 674)
article-paragraph: Mrs. George Randolph of Plainfield avenue, who has been ill since the 1st of January is improving. (1207, 284, 1394, 321)
article-paragraph: Westfield, N. J.—Theodore Williams of West Broad street had a stroke Friday evening. (808, 1973, 994, 2010)
article-paragraph: Mrs. Alice Warmsley was called to Richmond, Va., last week because of the death of her father. (610, 309, 796, 347)
selika-notice: Madame Marie Selika, of 160 West 136th street, has opened her class of voice culture at the Martin-Smith Music School, 139 West 136th street. (610, 1420, 796, 1484)
